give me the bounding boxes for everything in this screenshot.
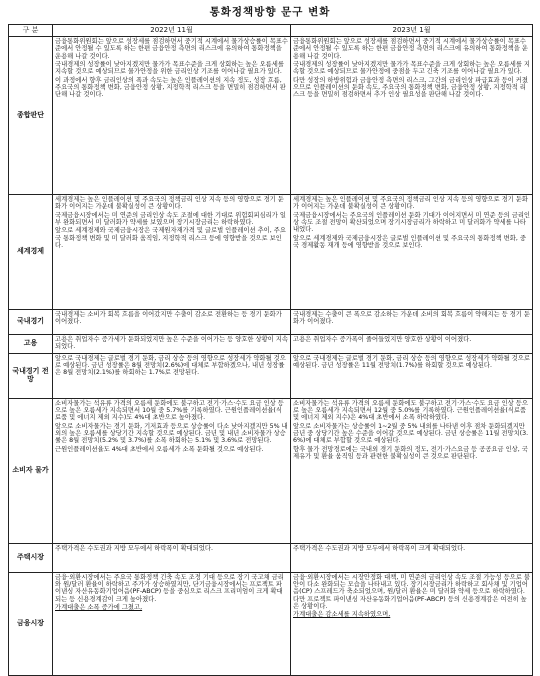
paragraph: 세계경제는 높은 인플레이션 및 주요국의 정책금리 인상 지속 등의 영향으로 경기 둔화가 이어지는 가운데 불확실성이 큰 상황이다. — [293, 196, 528, 211]
paragraph: 국제금융시장에서는 미 연준의 금리인상 속도 조절에 대한 기대로 위험회피심리가 일부 완화되면서 미 달러화가 약세를 보였으며 장기시장금리는 하락하였다. — [55, 211, 286, 227]
row-category: 국내경기 — [9, 310, 53, 335]
policy-comparison-table — [8, 24, 533, 676]
paragraph: 소비자물가는 석유류 가격의 오름세 둔화에도 불구하고 전기·가스·수도 요금 인상 등으로 높은 오름세가 지속되면서 10월 중 5.7%를 기록하였다. 근원인플레이션율(식료품 및 에너지 제외 지수)도 4%대 초반으로 높아졌다. — [55, 399, 284, 422]
document-title: 통화정책방향 문구 변화 — [209, 6, 331, 18]
row-category: 주택시장 — [9, 543, 53, 572]
paragraph: 금융통화위원회는 앞으로 성장세를 점검하면서 중기적 시계에서 물가상승률이 목표수준에서 안정될 수 있도록 하는 한편 금융안정 측면의 리스크에 유의하여 통화정책을 운용해 나갈 것이다. — [293, 38, 528, 60]
cell-jan-2023 — [291, 37, 533, 195]
cell-nov-2022 — [53, 353, 291, 398]
table-row — [9, 398, 533, 543]
paragraph: 국내경제의 성장률이 낮아지겠지만 물가가 목표수준을 크게 상회하는 높은 오름세를 지속할 것으로 예상되므로 물가안정을 위한 금리인상 기조를 이어나갈 필요가 있다. — [55, 61, 284, 76]
paragraph: 앞으로 국내경제는 글로벌 경기 둔화, 금리 상승 등의 영향으로 성장세가 약화될 것으로 예상된다. 금년 성장률은 11월 전망치(1.7%)를 하회할 것으로 예상된다. — [293, 354, 530, 370]
paragraph: 주택가격은 수도권과 지방 모두에서 하락폭이 크게 확대되었다. — [293, 544, 466, 552]
paragraph: 고용은 취업자수 증가폭이 줄어들었지만 양호한 상황이 이어졌다. — [293, 336, 472, 343]
paragraph: 주택가격은 수도권과 지방 모두에서 하락폭이 확대되었다. — [55, 544, 213, 552]
paragraph: 앞으로 세계경제와 국제금융시장은 국제원자재가격 및 글로벌 인플레이션 추이, 주요국 통화정책 변화 및 미 달러화 움직임, 지정학적 리스크 등에 영향받을 것으로 보인다. — [55, 227, 286, 250]
table-row — [9, 572, 533, 675]
cell-jan-2023 — [291, 572, 533, 675]
table-row — [9, 310, 533, 335]
header-nov-2022: 2022년 11월 — [53, 25, 291, 37]
paragraph: 금융·외환시장에서는 주요국 통화정책 긴축 속도 조정 기대 등으로 장기 국고채 금리와 원/달러 환율이 하락하고 주가가 상승하였지만, 단기금융시장에서는 프로젝트 파이낸싱 자산유동화기업어음(PF-ABCP) 등을 중심으로 리스크 프리미엄이 크게 확대되는 등 신용경계감이 크게 높아졌다. — [55, 573, 284, 603]
cell-nov-2022 — [53, 398, 291, 543]
paragraph: 국내경제는 수출이 큰 폭으로 감소하는 가운데 소비의 회복 흐름이 약해지는 등 경기 둔화가 이어졌다. — [293, 311, 530, 326]
row-category: 세계경제 — [9, 195, 53, 310]
paragraph: 앞으로 국내경제는 글로벌 경기 둔화, 금리 상승 등의 영향으로 성장세가 약화될 것으로 예상된다. 금년 성장률은 8월 전망치(2.6%)에 대체로 부합하겠으나, 내년 성장률은 8월 전망치(2.1%)를 하회하는 1.7%로 전망된다. — [55, 354, 286, 377]
paragraph: 가계대출은 감소세를 지속하였으며, — [293, 611, 391, 619]
cell-nov-2022 — [53, 310, 291, 335]
cell-jan-2023 — [291, 310, 533, 335]
cell-nov-2022 — [53, 195, 291, 310]
paragraph: 가계대출은 소폭 증가에 그쳤고, — [55, 604, 143, 612]
paragraph: 국제금융시장에서는 주요국의 인플레이션 둔화 기대가 이어지면서 미 연준 등의 금리인상 속도 조절 전망이 확산되었으며 장기시장금리가 하락하고 미 달러화가 약세를 나타내었다. — [293, 211, 530, 234]
paragraph: 국내경제의 성장률이 낮아지겠지만 물가가 목표수준을 크게 상회하는 높은 오름세를 지속할 것으로 예상되므로 물가안정에 중점을 두고 긴축 기조를 이어나갈 필요가 있다. — [293, 61, 530, 76]
cell-nov-2022 — [53, 543, 291, 572]
table-row — [9, 353, 533, 398]
paragraph: 고용은 취업자수 증가세가 둔화되었지만 높은 수준을 이어가는 등 양호한 상황이 지속되었다. — [55, 336, 288, 351]
paragraph: 앞으로 세계경제와 국제금융시장은 글로벌 인플레이션 및 주요국의 통화정책 변화, 중국 경제활동 재개 등에 영향받을 것으로 보인다. — [293, 234, 526, 250]
cell-jan-2023 — [291, 335, 533, 354]
table-row — [9, 37, 533, 195]
header-jan-2023: 2023년 1월 — [291, 25, 533, 37]
paragraph: 근원인플레이션율도 4%대 초반에서 오름세가 소폭 둔화될 것으로 예상된다. — [55, 445, 264, 453]
cell-nov-2022 — [53, 572, 291, 675]
table-row — [9, 543, 533, 572]
cell-nov-2022 — [53, 335, 291, 354]
paragraph: 향후 물가 전망경로에는 국내외 경기 둔화의 정도, 전기·가스요금 등 공공요금 인상, 국제유가 및 환율 움직임 등과 관련한 불확실성이 큰 것으로 판단된다. — [293, 445, 528, 461]
row-category: 소비자 물가 — [9, 398, 53, 543]
header-row — [9, 25, 533, 37]
row-category: 고용 — [9, 335, 53, 354]
table-row — [9, 335, 533, 354]
paragraph: 금융통화위원회는 앞으로 성장세를 점검하면서 중기적 시계에서 물가상승률이 목표수준에서 안정될 수 있도록 하는 한편 금융안정 측면의 리스크에 유의하여 통화정책을 운용해 나갈 것이다. — [55, 38, 288, 60]
row-category: 금융시장 — [9, 572, 53, 675]
row-category: 국내경기 전망 — [9, 353, 53, 398]
paragraph: 다만 성장의 하방위험과 금융안정 측면의 리스크, 그간의 금리인상 파급효과 등이 커졌으므로 인플레이션의 둔화 속도, 주요국의 통화정책 변화, 금융안정 상황, 지정학적 리스크 등을 면밀히 점검하면서 추가 인상 필요성을 판단해 나갈 것이다. — [293, 76, 528, 99]
paragraph: 소비자물가는 석유류 가격의 오름세 둔화에도 불구하고 전기·가스·수도 요금 인상 등으로 높은 오름세가 지속되면서 12월 중 5.0%를 기록하였다. 근원인플레이션율(식료품 및 에너지 제외 지수)은 4%대 초반에서 소폭 하락하였다. — [293, 399, 528, 422]
cell-jan-2023 — [291, 195, 533, 310]
cell-jan-2023 — [291, 353, 533, 398]
paragraph: 앞으로 소비자물가는 경기 둔화, 기저효과 등으로 상승률이 다소 낮아지겠지만 5% 내외의 높은 오름세를 상당기간 지속할 것으로 예상된다. 금년 및 내년 소비자물가 상승률은 8월 전망치(5.2% 및 3.7%)를 소폭 하회하는 5.1% 및 3.6%로 전망된다. — [55, 422, 288, 445]
paragraph: 금융·외환시장에서는 시장안정화 대책, 미 연준의 금리인상 속도 조절 가능성 등으로 불안이 다소 완화되는 모습을 나타내고 있다. 장기시장금리가 하락하고 회사채 및 기업어음(CP) 스프레드가 축소되었으며, 원/달러 환율은 미 달러화 약세 등으로 하락하였다. 다만 프로젝트 파이낸싱 자산유동화기업어음(PF-ABCP) 등의 신용경계감은 여전히 높은 상황이다. — [293, 573, 530, 611]
row-category: 종합판단 — [9, 37, 53, 195]
cell-jan-2023 — [291, 398, 533, 543]
cell-jan-2023 — [291, 543, 533, 572]
paragraph: 이 과정에서 향후 금리인상의 폭과 속도는 높은 인플레이션의 지속 정도, 성장 흐름, 주요국의 통화정책 변화, 금융안정 상황, 지정학적 리스크 등을 면밀히 점검하면서 판단해 나갈 것이다. — [55, 76, 286, 99]
paragraph: 국내경제는 소비가 회복 흐름을 이어갔지만 수출이 감소로 전환하는 등 경기 둔화가 이어졌다. — [55, 311, 282, 326]
paragraph: 세계경제는 높은 인플레이션 및 주요국의 정책금리 인상 지속 등의 영향으로 경기 둔화가 이어지는 가운데 불확실성이 큰 상황이다. — [55, 196, 284, 211]
cell-nov-2022 — [53, 37, 291, 195]
paragraph: 앞으로 소비자물가는 상승률이 1~2월 중 5% 내외를 나타낸 이후 점차 둔화되겠지만 금년 중 상당기간 높은 수준을 이어갈 것으로 예상된다. 금년 상승률은 11월 전망치(3.6%)에 대체로 부합할 것으로 예상된다. — [293, 422, 529, 445]
header-category: 구 분 — [9, 25, 53, 37]
table-row — [9, 195, 533, 310]
